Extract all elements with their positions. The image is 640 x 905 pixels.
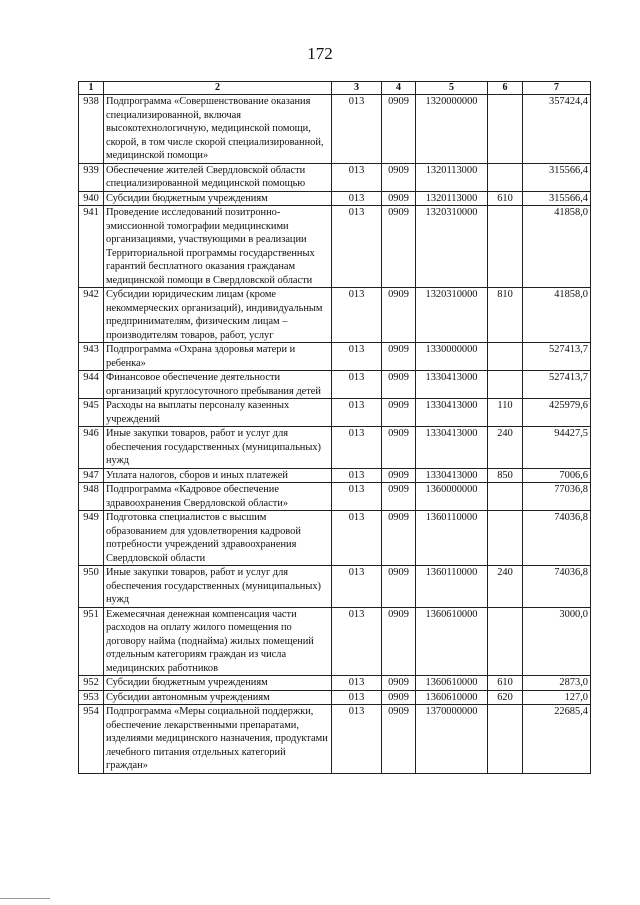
table-row [79, 607, 591, 676]
table-row [79, 427, 591, 469]
amount-cell: 2873,0 [523, 676, 591, 691]
row-name-cell: Иные закупки товаров, работ и услуг для обеспечения государственных (муниципальных) нужд [104, 427, 332, 469]
row-name-cell: Обеспечение жителей Свердловской области специализированной медицинской помощью [104, 163, 332, 191]
row-number-cell: 943 [79, 343, 104, 371]
expense-type-cell: 610 [488, 676, 523, 691]
amount-cell: 41858,0 [523, 288, 591, 343]
table-row [79, 705, 591, 774]
column-header: 1 [79, 82, 104, 95]
expense-type-cell [488, 607, 523, 676]
amount-cell: 127,0 [523, 690, 591, 705]
expense-type-cell: 810 [488, 288, 523, 343]
expense-type-cell: 620 [488, 690, 523, 705]
ministry-code-cell: 013 [332, 468, 382, 483]
section-code-cell: 0909 [382, 371, 416, 399]
table-row [79, 371, 591, 399]
table-row [79, 566, 591, 608]
ministry-code-cell: 013 [332, 483, 382, 511]
row-number-cell: 948 [79, 483, 104, 511]
target-article-cell: 1360110000 [416, 566, 488, 608]
section-code-cell: 0909 [382, 705, 416, 774]
section-code-cell: 0909 [382, 676, 416, 691]
expense-type-cell: 850 [488, 468, 523, 483]
row-name-cell: Расходы на выплаты персоналу казенных учреждений [104, 399, 332, 427]
amount-cell: 527413,7 [523, 371, 591, 399]
amount-cell: 3000,0 [523, 607, 591, 676]
page-number: 172 [307, 44, 333, 63]
row-number-cell: 939 [79, 163, 104, 191]
table-row [79, 191, 591, 206]
section-code-cell: 0909 [382, 483, 416, 511]
amount-cell: 41858,0 [523, 206, 591, 288]
target-article-cell: 1360610000 [416, 676, 488, 691]
row-name-cell: Подпрограмма «Охрана здоровья матери и ребенка» [104, 343, 332, 371]
target-article-cell: 1370000000 [416, 705, 488, 774]
table-row [79, 288, 591, 343]
section-code-cell: 0909 [382, 399, 416, 427]
ministry-code-cell: 013 [332, 371, 382, 399]
row-name-cell: Подпрограмма «Меры социальной поддержки, обеспечение лекарственными препаратами, изделиями медицинского назначения, продуктами лечебного питания отдельных категорий граждан» [104, 705, 332, 774]
row-name-cell: Субсидии юридическим лицам (кроме некоммерческих организаций), индивидуальным предпринимателям, физическим лицам – производителям товаров, работ, услуг [104, 288, 332, 343]
row-name-cell: Ежемесячная денежная компенсация части расходов на оплату жилого помещения по договору найма (поднайма) жилых помещений отдельным категориям граждан из числа медицинских работников [104, 607, 332, 676]
ministry-code-cell: 013 [332, 705, 382, 774]
amount-cell: 77036,8 [523, 483, 591, 511]
expense-type-cell [488, 163, 523, 191]
row-number-cell: 953 [79, 690, 104, 705]
column-header: 5 [416, 82, 488, 95]
ministry-code-cell: 013 [332, 163, 382, 191]
ministry-code-cell: 013 [332, 676, 382, 691]
table-row [79, 399, 591, 427]
row-name-cell: Субсидии бюджетным учреждениям [104, 676, 332, 691]
target-article-cell: 1360610000 [416, 690, 488, 705]
ministry-code-cell: 013 [332, 427, 382, 469]
row-name-cell: Субсидии автономным учреждениям [104, 690, 332, 705]
section-code-cell: 0909 [382, 206, 416, 288]
amount-cell: 22685,4 [523, 705, 591, 774]
section-code-cell: 0909 [382, 468, 416, 483]
amount-cell: 94427,5 [523, 427, 591, 469]
target-article-cell: 1320113000 [416, 191, 488, 206]
row-number-cell: 951 [79, 607, 104, 676]
row-number-cell: 950 [79, 566, 104, 608]
ministry-code-cell: 013 [332, 343, 382, 371]
table-row [79, 676, 591, 691]
amount-cell: 315566,4 [523, 163, 591, 191]
target-article-cell: 1360000000 [416, 483, 488, 511]
target-article-cell: 1330413000 [416, 468, 488, 483]
row-number-cell: 944 [79, 371, 104, 399]
expense-type-cell [488, 95, 523, 164]
amount-cell: 527413,7 [523, 343, 591, 371]
amount-cell: 74036,8 [523, 566, 591, 608]
expense-type-cell: 110 [488, 399, 523, 427]
table-row [79, 343, 591, 371]
target-article-cell: 1330413000 [416, 399, 488, 427]
amount-cell: 7006,6 [523, 468, 591, 483]
section-code-cell: 0909 [382, 288, 416, 343]
row-name-cell: Подготовка специалистов с высшим образованием для удовлетворения кадровой потребности учреждений здравоохранения Свердловской области [104, 511, 332, 566]
section-code-cell: 0909 [382, 607, 416, 676]
section-code-cell: 0909 [382, 511, 416, 566]
row-number-cell: 954 [79, 705, 104, 774]
row-number-cell: 947 [79, 468, 104, 483]
amount-cell: 74036,8 [523, 511, 591, 566]
amount-cell: 315566,4 [523, 191, 591, 206]
row-number-cell: 940 [79, 191, 104, 206]
target-article-cell: 1320310000 [416, 288, 488, 343]
ministry-code-cell: 013 [332, 399, 382, 427]
ministry-code-cell: 013 [332, 690, 382, 705]
section-code-cell: 0909 [382, 427, 416, 469]
row-number-cell: 945 [79, 399, 104, 427]
ministry-code-cell: 013 [332, 191, 382, 206]
row-name-cell: Финансовое обеспечение деятельности организаций круглосуточного пребывания детей [104, 371, 332, 399]
expense-type-cell: 240 [488, 566, 523, 608]
row-number-cell: 942 [79, 288, 104, 343]
table-row [79, 468, 591, 483]
section-code-cell: 0909 [382, 95, 416, 164]
ministry-code-cell: 013 [332, 288, 382, 343]
target-article-cell: 1330000000 [416, 343, 488, 371]
row-number-cell: 946 [79, 427, 104, 469]
section-code-cell: 0909 [382, 566, 416, 608]
expense-type-cell: 240 [488, 427, 523, 469]
row-name-cell: Подпрограмма «Совершенствование оказания специализированной, включая высокотехнологичную, медицинской помощи, скорой, в том числе скорой специализированной, медицинской помощи» [104, 95, 332, 164]
row-name-cell: Субсидии бюджетным учреждениям [104, 191, 332, 206]
table-row [79, 511, 591, 566]
table-header-row [79, 82, 591, 95]
ministry-code-cell: 013 [332, 511, 382, 566]
expense-type-cell [488, 206, 523, 288]
expense-type-cell [488, 511, 523, 566]
amount-cell: 357424,4 [523, 95, 591, 164]
expense-type-cell [488, 343, 523, 371]
row-name-cell: Уплата налогов, сборов и иных платежей [104, 468, 332, 483]
table-row [79, 483, 591, 511]
column-header: 7 [523, 82, 591, 95]
table-row [79, 163, 591, 191]
section-code-cell: 0909 [382, 163, 416, 191]
target-article-cell: 1330413000 [416, 427, 488, 469]
target-article-cell: 1320113000 [416, 163, 488, 191]
row-number-cell: 941 [79, 206, 104, 288]
ministry-code-cell: 013 [332, 566, 382, 608]
expense-type-cell [488, 483, 523, 511]
section-code-cell: 0909 [382, 343, 416, 371]
row-number-cell: 949 [79, 511, 104, 566]
section-code-cell: 0909 [382, 690, 416, 705]
section-code-cell: 0909 [382, 191, 416, 206]
target-article-cell: 1320000000 [416, 95, 488, 164]
target-article-cell: 1320310000 [416, 206, 488, 288]
row-number-cell: 952 [79, 676, 104, 691]
row-name-cell: Иные закупки товаров, работ и услуг для обеспечения государственных (муниципальных) нужд [104, 566, 332, 608]
expense-type-cell [488, 705, 523, 774]
column-header: 6 [488, 82, 523, 95]
ministry-code-cell: 013 [332, 607, 382, 676]
target-article-cell: 1330413000 [416, 371, 488, 399]
budget-table [78, 81, 591, 774]
column-header: 2 [104, 82, 332, 95]
column-header: 3 [332, 82, 382, 95]
expense-type-cell: 610 [488, 191, 523, 206]
table-row [79, 690, 591, 705]
amount-cell: 425979,6 [523, 399, 591, 427]
column-header: 4 [382, 82, 416, 95]
row-name-cell: Проведение исследований позитронно-эмиссионной томографии медицинскими организациями, участвующими в реализации Территориальной программы государственных гарантий бесплатного оказания гражданам медицинской помощи в Свердловской области [104, 206, 332, 288]
table-row [79, 206, 591, 288]
row-number-cell: 938 [79, 95, 104, 164]
target-article-cell: 1360610000 [416, 607, 488, 676]
expense-type-cell [488, 371, 523, 399]
scan-divider [0, 898, 50, 899]
target-article-cell: 1360110000 [416, 511, 488, 566]
table-row [79, 95, 591, 164]
ministry-code-cell: 013 [332, 95, 382, 164]
row-name-cell: Подпрограмма «Кадровое обеспечение здравоохранения Свердловской области» [104, 483, 332, 511]
ministry-code-cell: 013 [332, 206, 382, 288]
